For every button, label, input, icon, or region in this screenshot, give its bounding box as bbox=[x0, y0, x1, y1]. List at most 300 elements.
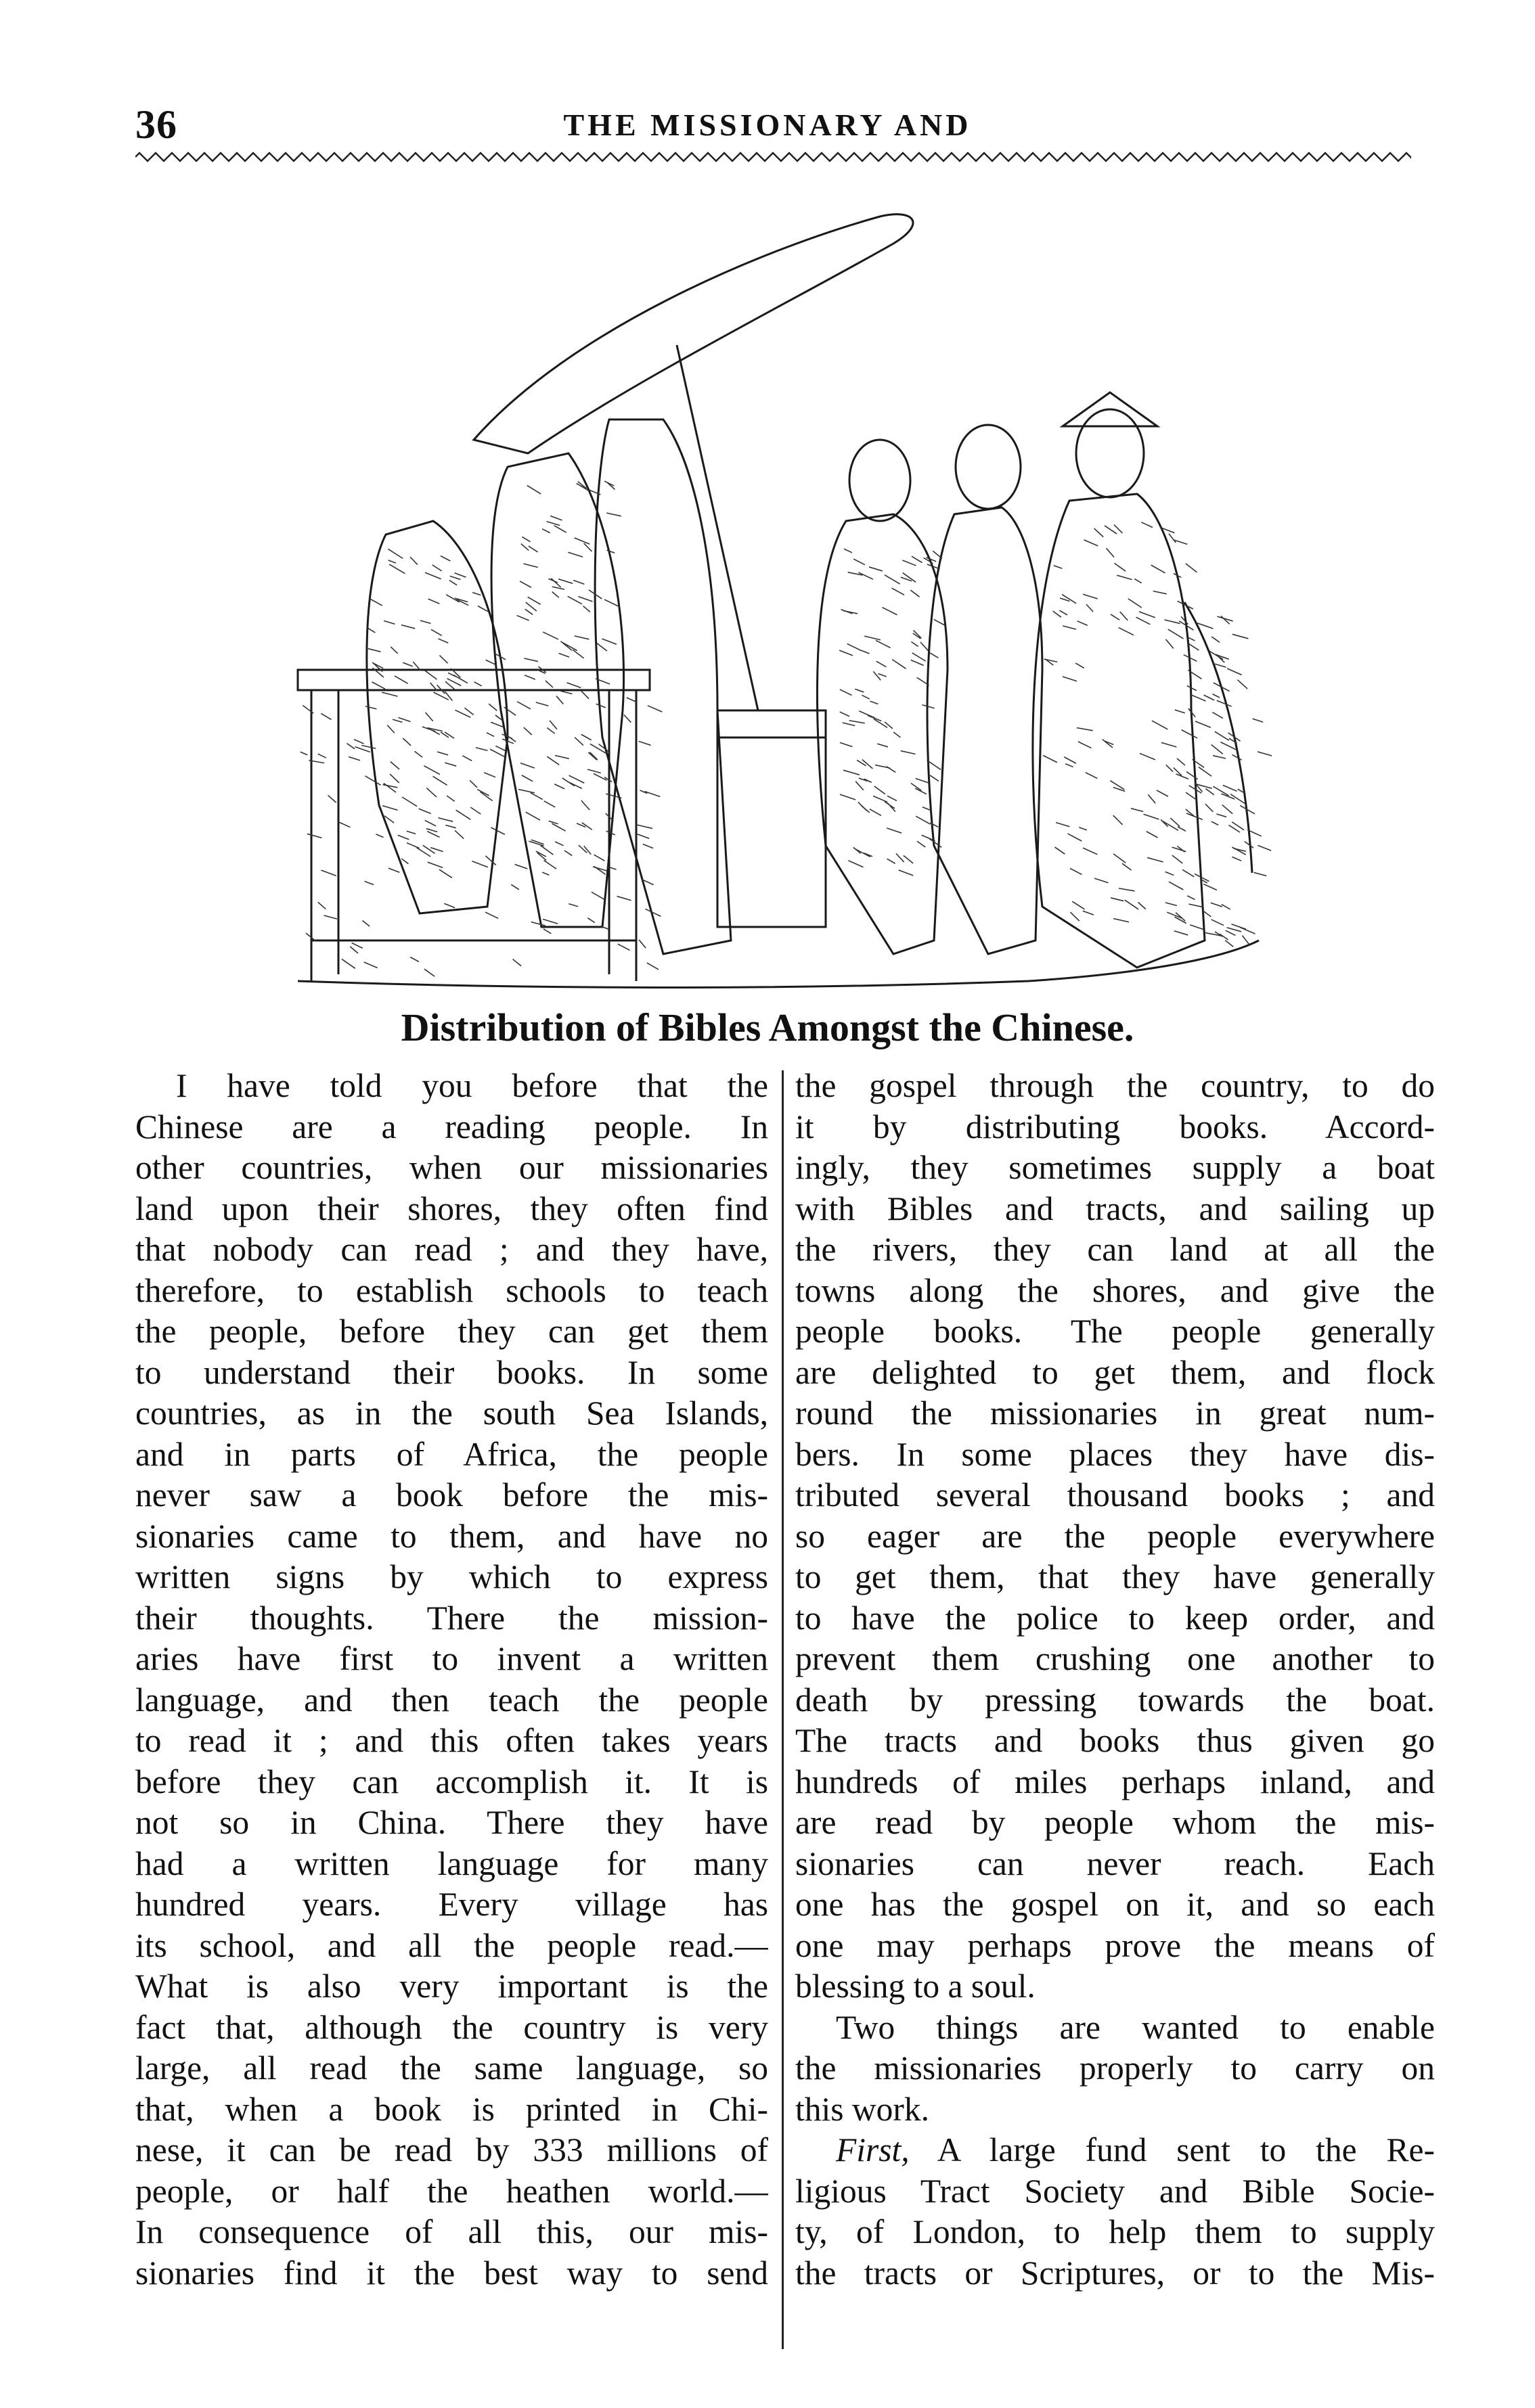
text-line: the rivers, they can land at all the bbox=[795, 1231, 1435, 1268]
hatch-stroke bbox=[1223, 785, 1237, 791]
hatch-stroke bbox=[444, 903, 455, 907]
hatch-stroke bbox=[1119, 628, 1134, 635]
hatch-stroke bbox=[511, 884, 519, 889]
hatch-stroke bbox=[1174, 540, 1187, 544]
hatch-stroke bbox=[427, 832, 439, 838]
hatch-stroke bbox=[515, 864, 528, 868]
text-line: to have the police to keep order, and bbox=[795, 1599, 1435, 1637]
hatch-stroke bbox=[328, 795, 336, 802]
hatch-stroke bbox=[528, 597, 541, 604]
hatch-stroke bbox=[447, 796, 455, 801]
hatch-stroke bbox=[869, 567, 883, 571]
hatch-stroke bbox=[922, 705, 934, 708]
hatch-stroke bbox=[1086, 604, 1093, 612]
hatch-stroke bbox=[587, 769, 601, 773]
hatch-stroke bbox=[543, 632, 558, 639]
hatch-stroke bbox=[1125, 900, 1138, 909]
hatch-stroke bbox=[1190, 694, 1205, 701]
hatch-stroke bbox=[606, 513, 621, 516]
hatch-stroke bbox=[1064, 757, 1076, 763]
hatch-stroke bbox=[489, 704, 497, 710]
hatch-stroke bbox=[1170, 818, 1180, 827]
hatch-stroke bbox=[550, 516, 562, 520]
hatch-stroke bbox=[916, 816, 930, 824]
hatch-stroke bbox=[1195, 721, 1211, 727]
hatch-stroke bbox=[321, 870, 336, 876]
hatch-stroke bbox=[1056, 823, 1069, 827]
hatch-stroke bbox=[584, 846, 591, 854]
text-line: Chinese are a reading people. In bbox=[135, 1108, 768, 1145]
hatch-stroke bbox=[1079, 827, 1086, 830]
hatch-stroke bbox=[1078, 742, 1091, 748]
hatch-stroke bbox=[513, 959, 521, 966]
hatch-stroke bbox=[604, 481, 614, 486]
hatch-stroke bbox=[439, 656, 447, 664]
hatch-stroke bbox=[569, 775, 585, 783]
hatch-stroke bbox=[368, 628, 376, 633]
hatch-stroke bbox=[573, 581, 584, 585]
text-line: to read it ; and this often takes years bbox=[135, 1722, 768, 1759]
hatch-stroke bbox=[885, 575, 900, 584]
hatch-stroke bbox=[575, 636, 589, 639]
hatch-stroke bbox=[636, 825, 652, 829]
hatch-stroke bbox=[425, 572, 441, 579]
hatch-stroke bbox=[431, 629, 442, 635]
box bbox=[717, 710, 826, 927]
hatch-stroke bbox=[1203, 884, 1217, 890]
hatch-stroke bbox=[425, 671, 437, 679]
text-line: and in parts of Africa, the people bbox=[135, 1435, 768, 1473]
hatch-stroke bbox=[419, 809, 431, 813]
hatch-stroke bbox=[536, 702, 549, 706]
text-line: the gospel through the country, to do bbox=[795, 1067, 1435, 1104]
text-line: sionaries came to them, and have no bbox=[135, 1517, 768, 1555]
hatch-stroke bbox=[350, 947, 358, 953]
text-line: sionaries can never reach. Each bbox=[795, 1844, 1435, 1882]
hatch-stroke bbox=[581, 691, 589, 699]
hatch-stroke bbox=[531, 922, 546, 926]
text-line: prevent them crushing one another to bbox=[795, 1640, 1435, 1677]
hatch-stroke bbox=[887, 796, 897, 800]
hatch-stroke bbox=[525, 675, 535, 679]
figure-caption: Distribution of Bibles Amongst the Chinese. bbox=[401, 1005, 1134, 1049]
running-title: THE MISSIONARY AND bbox=[563, 108, 972, 142]
hatch-stroke bbox=[301, 752, 308, 754]
hatch-stroke bbox=[1227, 928, 1241, 932]
hatch-stroke bbox=[426, 712, 433, 721]
hatch-stroke bbox=[934, 620, 945, 625]
figure-right-3 bbox=[1033, 494, 1205, 968]
text-line: aries have first to invent a written bbox=[135, 1640, 768, 1677]
head-1 bbox=[849, 440, 910, 521]
hatch-stroke bbox=[407, 831, 416, 834]
text-line: fact that, although the country is very bbox=[135, 2008, 768, 2046]
hatch-stroke bbox=[462, 756, 472, 761]
hatch-stroke bbox=[426, 788, 437, 797]
text-line: other countries, when our missionaries bbox=[135, 1149, 768, 1186]
hatch-stroke bbox=[1217, 700, 1232, 706]
hatch-stroke bbox=[1220, 934, 1228, 940]
text-line: that, when a book is printed in Chi- bbox=[135, 2090, 768, 2128]
hatch-stroke bbox=[1254, 873, 1267, 876]
hatch-stroke bbox=[885, 722, 893, 729]
text-line: What is also very important is the bbox=[135, 1968, 768, 2005]
hatch-stroke bbox=[527, 485, 541, 494]
hatch-stroke bbox=[430, 848, 443, 852]
hatch-stroke bbox=[1165, 871, 1174, 875]
text-line: blessing to a soul. bbox=[795, 1968, 1036, 2005]
hatch-stroke bbox=[485, 912, 498, 918]
hatch-stroke bbox=[1077, 728, 1093, 731]
hatch-stroke bbox=[455, 830, 464, 838]
text-line: to understand their books. In some bbox=[135, 1353, 768, 1391]
hatch-stroke bbox=[596, 643, 606, 651]
left-column bbox=[135, 1066, 768, 2294]
hatch-stroke bbox=[401, 625, 415, 629]
hatch-stroke bbox=[402, 797, 417, 807]
hatch-stroke bbox=[1151, 565, 1165, 573]
hatch-stroke bbox=[877, 744, 888, 747]
hatch-stroke bbox=[912, 653, 926, 661]
hatch-stroke bbox=[1113, 919, 1129, 922]
hatch-stroke bbox=[1105, 526, 1117, 534]
hatch-stroke bbox=[1144, 814, 1159, 819]
engraving-illustration bbox=[284, 196, 1286, 995]
hatch-stroke bbox=[643, 844, 653, 848]
text-line: nese, it can be read by 333 millions of bbox=[135, 2131, 768, 2168]
hatch-stroke bbox=[588, 752, 597, 760]
text-line: In consequence of all this, our mis- bbox=[135, 2213, 768, 2250]
hatch-stroke bbox=[873, 796, 887, 802]
hatch-stroke bbox=[568, 552, 583, 557]
hatch-stroke bbox=[439, 869, 452, 878]
hatch-stroke bbox=[428, 599, 440, 604]
hatch-stroke bbox=[839, 650, 853, 656]
hatch-stroke bbox=[844, 549, 852, 553]
text-line: had a written language for many bbox=[135, 1844, 768, 1882]
hatch-stroke bbox=[393, 719, 402, 722]
hatch-stroke bbox=[1199, 767, 1211, 777]
hatch-stroke bbox=[438, 639, 448, 643]
hatch-stroke bbox=[840, 743, 852, 747]
hatch-stroke bbox=[472, 861, 487, 867]
hatch-stroke bbox=[1172, 855, 1182, 863]
hatch-stroke bbox=[1134, 579, 1141, 583]
hatch-stroke bbox=[1054, 566, 1063, 569]
text-line: with Bibles and tracts, and sailing up bbox=[795, 1189, 1435, 1227]
hatch-stroke bbox=[410, 957, 419, 962]
emphasis-first: First, bbox=[836, 2131, 910, 2168]
hatch-stroke bbox=[915, 788, 927, 794]
hatch-stroke bbox=[1140, 753, 1155, 759]
hatch-stroke bbox=[1113, 815, 1123, 825]
hatch-stroke bbox=[524, 727, 532, 735]
hatch-stroke bbox=[318, 754, 326, 758]
hatch-stroke bbox=[1113, 854, 1126, 863]
text-line: one has the gospel on it, and so each bbox=[795, 1886, 1435, 1923]
hatch-stroke bbox=[639, 940, 646, 948]
hatch-stroke bbox=[1226, 930, 1236, 935]
text-line: death by pressing towards the boat. bbox=[795, 1681, 1435, 1719]
hatch-stroke bbox=[1232, 634, 1249, 638]
hatch-stroke bbox=[516, 616, 529, 620]
hatch-stroke bbox=[543, 919, 558, 924]
hatch-stroke bbox=[318, 902, 326, 909]
hatch-stroke bbox=[448, 673, 455, 676]
hatch-stroke bbox=[544, 861, 556, 869]
hatch-stroke bbox=[840, 712, 849, 717]
hatch-stroke bbox=[1182, 869, 1194, 876]
column-divider bbox=[782, 1070, 784, 2349]
hatch-stroke bbox=[403, 662, 412, 666]
hatch-stroke bbox=[892, 660, 906, 669]
hatch-stroke bbox=[647, 963, 659, 970]
hatch-stroke bbox=[441, 732, 449, 737]
hatch-stroke bbox=[1084, 540, 1098, 546]
hatch-stroke bbox=[1152, 721, 1167, 729]
hatch-stroke bbox=[899, 870, 914, 876]
hatch-stroke bbox=[1161, 742, 1176, 746]
hatch-stroke bbox=[1120, 612, 1128, 620]
hatch-stroke bbox=[1178, 827, 1186, 831]
hatch-stroke bbox=[876, 640, 891, 648]
hatch-stroke bbox=[855, 781, 864, 790]
hatch-stroke bbox=[547, 756, 559, 765]
hatch-stroke bbox=[520, 763, 535, 768]
hatch-stroke bbox=[1072, 901, 1084, 909]
hatch-stroke bbox=[424, 766, 439, 775]
hatch-stroke bbox=[450, 576, 461, 579]
hatch-stroke bbox=[873, 671, 881, 680]
hatch-stroke bbox=[840, 689, 852, 696]
hatch-stroke bbox=[878, 674, 886, 677]
hatch-stroke bbox=[365, 776, 380, 786]
hatch-stroke bbox=[578, 597, 592, 601]
hatch-stroke bbox=[481, 792, 493, 800]
hatch-stroke bbox=[912, 556, 922, 562]
hatch-stroke bbox=[354, 740, 364, 744]
hatch-stroke bbox=[848, 861, 863, 867]
hatch-stroke bbox=[604, 599, 619, 607]
hatch-stroke bbox=[1139, 612, 1155, 618]
hatch-stroke bbox=[917, 841, 925, 847]
text-line: the missionaries properly to carry on bbox=[795, 2049, 1435, 2087]
hatch-stroke bbox=[1117, 575, 1132, 579]
hatch-stroke bbox=[1063, 677, 1077, 681]
hatch-stroke bbox=[887, 828, 902, 833]
hatch-stroke bbox=[349, 756, 360, 760]
hatch-stroke bbox=[1211, 637, 1220, 642]
hatch-stroke bbox=[1147, 858, 1163, 862]
hatch-stroke bbox=[617, 896, 631, 901]
text-line: never saw a book before the mis- bbox=[135, 1476, 768, 1514]
hatch-stroke bbox=[1122, 863, 1132, 870]
hatch-stroke bbox=[490, 749, 504, 756]
hatch-stroke bbox=[1165, 639, 1173, 648]
hatch-stroke bbox=[1086, 773, 1098, 779]
hatch-stroke bbox=[1169, 534, 1176, 543]
hatch-stroke bbox=[892, 588, 905, 595]
hatch-stroke bbox=[554, 784, 564, 789]
hatch-stroke bbox=[1166, 765, 1173, 771]
hatch-stroke bbox=[361, 746, 376, 749]
hatch-stroke bbox=[1188, 904, 1203, 907]
hatch-stroke bbox=[342, 959, 355, 968]
hatch-stroke bbox=[321, 713, 331, 719]
hatch-stroke bbox=[547, 728, 554, 733]
hatch-stroke bbox=[407, 843, 419, 848]
hatch-stroke bbox=[432, 565, 442, 571]
hatch-stroke bbox=[555, 842, 563, 846]
hatch-stroke bbox=[552, 592, 559, 598]
hatch-stroke bbox=[365, 706, 376, 709]
hatch-stroke bbox=[862, 695, 870, 699]
text-line: the tracts or Scriptures, or to the Mis- bbox=[795, 2254, 1435, 2292]
text-line: not so in China. There they have bbox=[135, 1804, 768, 1841]
text-line: large, all read the same language, so bbox=[135, 2049, 768, 2087]
hatch-stroke bbox=[1216, 814, 1226, 817]
hatch-stroke bbox=[590, 744, 606, 753]
hatch-stroke bbox=[546, 681, 553, 687]
hatch-stroke bbox=[521, 544, 529, 551]
hatch-stroke bbox=[560, 641, 572, 650]
text-line: hundred years. Every village has bbox=[135, 1886, 768, 1923]
hatch-stroke bbox=[1083, 848, 1097, 855]
text-line: are read by people whom the mis- bbox=[795, 1804, 1435, 1841]
first-line-rest: A large fund sent to the Re- bbox=[909, 2131, 1435, 2168]
hatch-stroke bbox=[901, 751, 916, 754]
hatch-stroke bbox=[1220, 742, 1236, 750]
hatch-stroke bbox=[504, 707, 516, 715]
hatch-stroke bbox=[910, 590, 919, 597]
hatch-stroke bbox=[382, 785, 397, 788]
hatch-stroke bbox=[639, 742, 651, 746]
hatch-stroke bbox=[1075, 663, 1084, 668]
hatch-stroke bbox=[542, 872, 549, 875]
hatch-stroke bbox=[437, 752, 448, 755]
hatch-stroke bbox=[1182, 730, 1197, 738]
hatch-stroke bbox=[544, 801, 555, 807]
hatch-stroke bbox=[1186, 813, 1203, 819]
hatch-stroke bbox=[391, 762, 399, 769]
text-line: it by distributing books. Accord- bbox=[795, 1108, 1435, 1145]
hatch-stroke bbox=[911, 660, 924, 665]
text-line: land upon their shores, they often find bbox=[135, 1189, 768, 1227]
hatch-stroke bbox=[474, 682, 482, 686]
text-line: so eager are the people everywhere bbox=[795, 1517, 1435, 1555]
hatch-stroke bbox=[541, 846, 554, 855]
hatch-stroke bbox=[858, 802, 867, 811]
hatch-stroke bbox=[887, 802, 895, 811]
hatch-stroke bbox=[1186, 564, 1197, 572]
hatch-stroke bbox=[1094, 528, 1104, 537]
hatch-stroke bbox=[843, 723, 855, 726]
hatch-stroke bbox=[929, 652, 938, 658]
text-line: people, or half the heathen world.— bbox=[135, 2172, 768, 2210]
hatch-stroke bbox=[338, 822, 350, 827]
text-line: written signs by which to express bbox=[135, 1558, 768, 1595]
hatch-stroke bbox=[307, 834, 321, 838]
hatch-stroke bbox=[554, 526, 566, 532]
hatch-stroke bbox=[389, 564, 405, 574]
hatch-stroke bbox=[524, 658, 538, 662]
text-line: people books. The people generally bbox=[795, 1313, 1435, 1350]
hatch-stroke bbox=[875, 765, 890, 768]
figure-left-1 bbox=[367, 521, 508, 913]
hatch-stroke bbox=[415, 751, 423, 757]
hatch-stroke bbox=[1065, 764, 1073, 767]
hatch-stroke bbox=[1147, 832, 1158, 838]
hatch-stroke bbox=[1231, 924, 1245, 929]
hatch-stroke bbox=[841, 610, 853, 614]
hatch-stroke bbox=[558, 579, 573, 584]
text-line: before they can accomplish it. It is bbox=[135, 1763, 768, 1800]
hatch-stroke bbox=[384, 620, 395, 624]
hatch-stroke bbox=[355, 747, 370, 752]
hatch-stroke bbox=[1131, 809, 1143, 812]
hatch-stroke bbox=[1128, 599, 1142, 608]
parasol-pole bbox=[677, 345, 758, 710]
hatch-stroke bbox=[556, 696, 563, 704]
hatch-stroke bbox=[376, 834, 383, 838]
hatch-stroke bbox=[1107, 548, 1114, 557]
hatch-stroke bbox=[388, 560, 396, 563]
hatch-stroke bbox=[587, 918, 595, 923]
hatch-stroke bbox=[1114, 525, 1122, 533]
hatch-stroke bbox=[870, 809, 881, 816]
hatch-stroke bbox=[589, 752, 597, 760]
hatch-stroke bbox=[596, 704, 606, 708]
hatch-stroke bbox=[920, 642, 929, 651]
hatch-stroke bbox=[550, 721, 557, 729]
hatch-stroke bbox=[559, 654, 569, 657]
hatch-stroke bbox=[1164, 620, 1180, 624]
hatch-stroke bbox=[518, 790, 535, 793]
hatch-stroke bbox=[449, 581, 457, 585]
hatch-stroke bbox=[491, 827, 504, 834]
hatch-stroke bbox=[1070, 868, 1082, 874]
text-line: one may perhaps prove the means of bbox=[795, 1926, 1435, 1964]
hatch-stroke bbox=[1212, 712, 1223, 719]
hatch-stroke bbox=[472, 593, 481, 595]
hatch-stroke bbox=[562, 778, 575, 786]
text-line: hundreds of miles perhaps inland, and bbox=[795, 1763, 1435, 1800]
hatch-stroke bbox=[1054, 847, 1065, 854]
hatch-stroke bbox=[1083, 911, 1094, 915]
hatch-stroke bbox=[1176, 774, 1188, 779]
hatch-stroke bbox=[477, 790, 489, 796]
hatch-stroke bbox=[495, 746, 506, 750]
hatch-stroke bbox=[425, 820, 436, 825]
hatch-stroke bbox=[1225, 940, 1233, 947]
hatch-stroke bbox=[542, 529, 550, 533]
hatch-stroke bbox=[893, 732, 900, 737]
hatch-stroke bbox=[347, 744, 355, 749]
hatch-stroke bbox=[876, 661, 886, 666]
hatch-stroke bbox=[548, 578, 557, 583]
hatch-stroke bbox=[606, 550, 615, 553]
text-line: language, and then teach the people bbox=[135, 1681, 768, 1719]
hatch-stroke bbox=[904, 855, 913, 863]
hatch-stroke bbox=[484, 773, 495, 777]
hatch-stroke bbox=[911, 642, 918, 647]
hatch-stroke bbox=[522, 537, 530, 541]
hatch-stroke bbox=[1111, 898, 1124, 901]
hatch-stroke bbox=[526, 812, 540, 820]
hatch-stroke bbox=[573, 650, 583, 658]
hatch-stroke bbox=[594, 855, 605, 861]
hatch-stroke bbox=[1205, 804, 1213, 811]
